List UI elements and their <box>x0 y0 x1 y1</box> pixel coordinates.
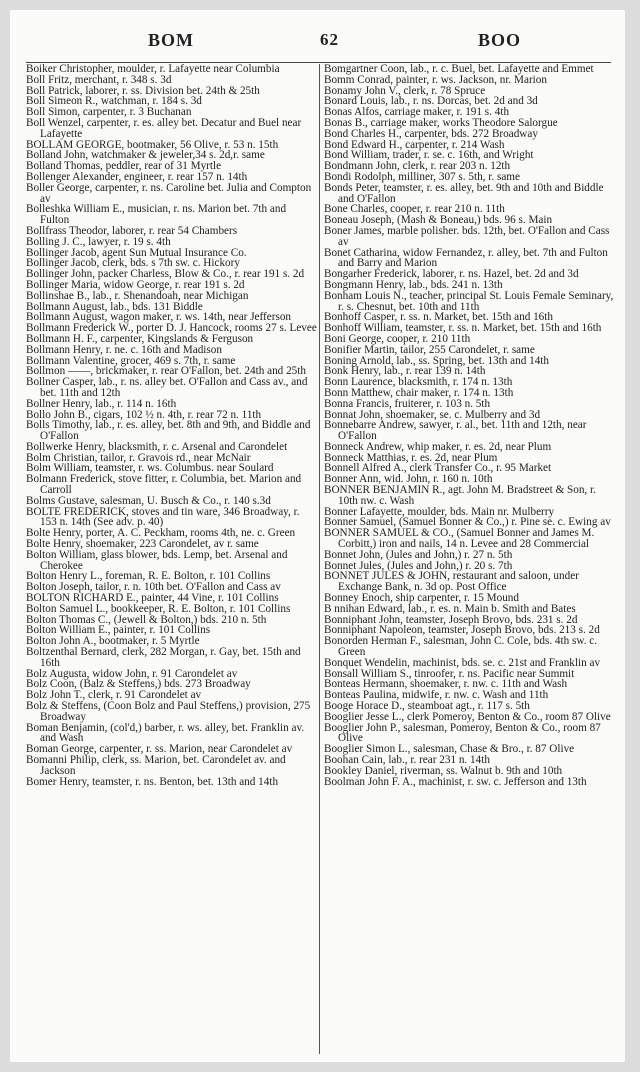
directory-entry: Boneau Joseph, (Mash & Boneau,) bds. 96 s. Main <box>324 214 553 227</box>
directory-entry: Bollenger Alexander, engineer, r. rear 157 n. 14th <box>26 170 248 183</box>
directory-entry: Bonhoff William, teamster, r. ss. n. Market, bet. 15th and 16th <box>324 322 602 335</box>
directory-entry: Bonniphant John, teamster, Joseph Brovo, bds. 231 s. 2d <box>324 613 578 626</box>
directory-entry: Boll Fritz, merchant, r. 348 s. 3d <box>26 73 172 86</box>
directory-entry: Bonhoff Casper, r. ss. n. Market, bet. 15th and 16th <box>324 311 553 324</box>
directory-entry: Bonas B., carriage maker, works Theodore Salorgue <box>324 116 558 129</box>
directory-entry: Bollinger Jacob, clerk, bds. s 7th sw. c. Hickory <box>26 257 240 270</box>
directory-entry: Bollner Casper, lab., r. ns. alley bet. O'Fallon and Cass av., and bet. 11th and 12th <box>26 376 308 399</box>
directory-entry: Bonner Lafayette, moulder, bds. Main nr. Mulberry <box>324 505 555 518</box>
directory-entry: Boni George, cooper, r. 210 11th <box>324 332 471 345</box>
directory-entry: Bomanni Philip, clerk, ss. Marion, bet. Carondelet av. and Jackson <box>26 754 286 777</box>
directory-entry: Boohan Cain, lab., r. rear 231 n. 14th <box>324 754 490 766</box>
directory-entry: BONNET JULES & JOHN, restaurant and saloon, under Exchange Bank, n. 3d op. Post Office <box>324 570 579 594</box>
directory-entry: Bonteas Paulina, midwife, r. nw. c. Wash and 11th <box>324 689 549 702</box>
directory-entry: Bolmann Frederick, stove fitter, r. Columbia, bet. Marion and Carroll <box>26 473 302 497</box>
directory-entry: Bond Charles H., carpenter, bds. 272 Broadway <box>324 127 538 140</box>
directory-entry: Boning Arnold, lab., ss. Spring, bet. 13th and 14th <box>324 354 549 367</box>
directory-entry: Bonnat John, shoemaker, se. c. Mulberry and 3d <box>324 408 541 421</box>
directory-entry: Bollinger Jacob, agent Sun Mutual Insurance Co. <box>26 246 247 259</box>
directory-entry: Boltzenthal Bernard, clerk, 282 Morgan, r. Gay, bet. 15th and 16th <box>26 646 301 669</box>
page-number: 62 <box>320 30 339 49</box>
directory-entry: Bonn Laurence, blacksmith, r. 174 n. 13th <box>324 376 513 389</box>
directory-entry: Bonnet John, (Jules and John,) r. 27 n. 5th <box>324 548 513 561</box>
directory-entry: Bollmann Henry, r. ne. c. 16th and Madison <box>26 343 222 356</box>
directory-entry: Bolz Coon, (Balz & Steffens,) bds. 273 Broadway <box>26 678 251 691</box>
directory-entry: BOLTON RICHARD E., painter, 44 Vine, r. 101 Collins <box>26 592 279 605</box>
directory-entry: Boll Wenzel, carpenter, r. es. alley bet. Decatur and Buel near Lafayette <box>26 116 302 140</box>
directory-entry: Booglier Jesse L., clerk Pomeroy, Benton & Co., room 87 Olive <box>324 710 611 723</box>
directory-entry: Bolling J. C., lawyer, r. 19 s. 4th <box>26 235 171 248</box>
directory-entry: Boner James, marble polisher. bds. 12th, bet. O'Fallon and Cass av <box>324 224 610 248</box>
directory-entry: Bollner Henry, lab., r. 114 n. 16th <box>26 397 177 410</box>
directory-entry: Bonorden Herman F., salesman, John C. Cole, bds. 4th sw. c. Green <box>324 635 598 659</box>
directory-entry: Bollmann August, wagon maker, r. ws. 14th, near Jefferson <box>26 311 292 324</box>
directory-entry: Bonteas Hermann, shoemaker, r. nw. c. 11th and Wash <box>324 678 568 691</box>
directory-entry: Bookley Daniel, riverman, ss. Walnut b. 9th and 10th <box>324 764 563 777</box>
directory-entry: Boolman John F. A., machinist, r. sw. c. Jefferson and 13th <box>324 775 587 788</box>
directory-entry: Bollwerke Henry, blacksmith, r. c. Arsenal and Carondelet <box>26 440 288 453</box>
directory-entry: Bonard Louis, lab., r. ns. Dorcas, bet. 2d and 3d <box>324 95 538 108</box>
directory-entry: Bolz & Steffens, (Coon Bolz and Paul Steffens,) provision, 275 Broadway <box>26 700 311 723</box>
columns <box>26 63 614 1072</box>
directory-entry: Bolte Henry, shoemaker, 223 Carondelet, av r. same <box>26 538 259 551</box>
directory-entry: Bolton Henry L., foreman, R. E. Bolton, r. 101 Collins <box>26 570 271 583</box>
directory-entry: Bonk Henry, lab., r. rear 139 n. 14th <box>324 365 486 378</box>
directory-entry: Bollmann Frederick W., porter D. J. Hancock, rooms 27 s. Levee <box>26 322 317 335</box>
right-column <box>324 64 615 787</box>
directory-entry: Boiker Christopher, moulder, r. Lafayette near Columbia <box>26 63 280 75</box>
directory-entry: Bollmon ——, brickmaker, r. rear O'Fallon, bet. 24th and 25th <box>26 365 306 378</box>
directory-entry: Bonn Matthew, chair maker, r. 174 n. 13th <box>324 386 514 399</box>
directory-entry: Bonquet Wendelin, machinist, bds. se. c. 21st and Franklin av <box>324 656 601 669</box>
directory-entry: Booglier Simon L., salesman, Chase & Bro., r. 87 Olive <box>324 743 575 756</box>
directory-entry: Bomgartner Coon, lab., r. c. Buel, bet. Lafayette and Emmet <box>324 63 594 75</box>
directory-entry: Bolton William, glass blower, bds. Lemp, bet. Arsenal and Cherokee <box>26 548 288 572</box>
directory-entry: Bonsall William S., tinroofer, r. ns. Pacific near Summit <box>324 667 575 680</box>
directory-entry: Bonnet Jules, (Jules and John,) r. 20 s. 7th <box>324 559 513 572</box>
header-right-guide-word: BOO <box>478 30 522 50</box>
directory-entry: Bolton Samuel L., bookkeeper, R. E. Bolton, r. 101 Collins <box>26 602 291 615</box>
directory-entry: Bolton John A., bootmaker, r. 5 Myrtle <box>26 635 200 648</box>
directory-entry: Bonds Peter, teamster, r. es. alley, bet. 9th and 10th and Biddle and O'Fallon <box>324 181 604 205</box>
directory-entry: Bonas Alfos, carriage maker, r. 191 s. 4th <box>324 106 510 119</box>
directory-entry: Bollmann Valentine, grocer, 469 s. 7th, r. same <box>26 354 236 367</box>
directory-entry: BONNER SAMUEL & CO., (Samuel Bonner and James M. Corbitt,) iron and nails, 14 n. Levee and 28 Commercial <box>324 527 595 551</box>
header-left-guide-word: BOM <box>148 30 194 50</box>
directory-entry: BOLTE FREDERICK, stoves and tin ware, 346 Broadway, r. 153 n. 14th (See adv. p. 40) <box>26 505 300 529</box>
directory-entry: Bolton Joseph, tailor, r. n. 10th bet. O'Fallon and Cass av <box>26 581 281 594</box>
directory-entry: Boller George, carpenter, r. ns. Caroline bet. Julia and Compton av <box>26 181 312 205</box>
directory-entry: Bonneck Andrew, whip maker, r. es. 2d, near Plum <box>324 440 552 453</box>
directory-entry: Bolland John, watchmaker & jeweler,34 s. 2d,r. same <box>26 149 265 162</box>
directory-entry: Bonner Ann, wid. John, r. 160 n. 10th <box>324 473 493 486</box>
directory-entry: Bonner Samuel, (Samuel Bonner & Co.,) r. Pine se. c. Ewing av <box>324 516 611 529</box>
directory-entry: Bollinshae B., lab., r. Shenandoah, near Michigan <box>26 289 249 302</box>
directory-entry: Bonamy John V., clerk, r. 78 Spruce <box>324 84 486 97</box>
directory-entry: Bondi Rodolph, milliner, 307 s. 5th, r. same <box>324 170 520 183</box>
directory-entry: Bond William, trader, r. se. c. 16th, and Wright <box>324 149 534 162</box>
directory-entry: Bonneck Matthias, r. es. 2d, near Plum <box>324 451 498 464</box>
directory-entry: Bolz John T., clerk, r. 91 Carondelet av <box>26 689 202 702</box>
directory-entry: Bolm Christian, tailor, r. Gravois rd., near McNair <box>26 451 251 464</box>
directory-entry: Boman Benjamin, (col'd,) barber, r. ws. alley, bet. Franklin av. and Wash <box>26 721 305 745</box>
directory-entry: Bolms Gustave, salesman, U. Busch & Co., r. 140 s.3d <box>26 494 271 507</box>
page-header <box>26 30 611 50</box>
directory-entry: Bond Edward H., carpenter, r. 214 Wash <box>324 138 505 151</box>
directory-entry: Bonney Enoch, ship carpenter, r. 15 Mound <box>324 592 519 605</box>
directory-entry: Bollinger John, packer Charless, Blow & Co., r. rear 191 s. 2d <box>26 268 305 281</box>
directory-entry: Bongmann Henry, lab., bds. 241 n. 13th <box>324 278 503 291</box>
directory-entry: Boll Patrick, laborer, r. ss. Division bet. 24th & 25th <box>26 84 260 97</box>
directory-entry: Bolz Augusta, widow John, r. 91 Carondelet av <box>26 667 238 680</box>
directory-entry: Bonna Francis, fruiterer, r. 103 n. 5th <box>324 397 491 410</box>
directory-entry: Bollmann August, lab., bds. 131 Biddle <box>26 300 203 313</box>
directory-entry: Bollinger Maria, widow George, r. rear 191 s. 2d <box>26 278 245 291</box>
directory-entry: Bolls Timothy, lab., r. es. alley, bet. 8th and 9th, and Biddle and O'Fallon <box>26 419 311 443</box>
directory-entry: Bonnebarre Andrew, sawyer, r. al., bet. 11th and 12th, near O'Fallon <box>324 419 587 443</box>
directory-entry: Bolton William E., painter, r. 101 Collins <box>26 624 211 637</box>
directory-entry: Bonham Louis N., teacher, principal St. Louis Female Seminary, r. s. Chesnut, bet. 10th and 11th <box>324 289 614 313</box>
directory-entry: Boll Simon, carpenter, r. 3 Buchanan <box>26 106 192 119</box>
directory-entry: Bone Charles, cooper, r. rear 210 n. 11th <box>324 203 505 216</box>
directory-entry: Bonet Catharina, widow Fernandez, r. alley, bet. 7th and Fulton and Barry and Marion <box>324 246 608 270</box>
directory-entry: Bonifier Martin, tailor, 255 Carondelet, r. same <box>324 343 535 356</box>
directory-entry: Bollo John B., cigars, 102 ½ n. 4th, r. rear 72 n. 11th <box>26 408 262 421</box>
directory-entry: Bolleshka William E., musician, r. ns. Marion bet. 7th and Fulton <box>26 203 287 227</box>
directory-entry: Bomm Conrad, painter, r. ws. Jackson, nr. Marion <box>324 73 547 86</box>
directory-entry: Bollmann H. F., carpenter, Kingslands & Ferguson <box>26 332 254 345</box>
directory-entry: Bollfrass Theodor, laborer, r. rear 54 Chambers <box>26 224 238 237</box>
directory-entry: Boman George, carpenter, r. ss. Marion, near Carondelet av <box>26 743 293 756</box>
directory-entry: Bongarher Frederick, laborer, r. ns. Hazel, bet. 2d and 3d <box>324 268 579 281</box>
directory-entry: Bondmann John, clerk, r. rear 203 n. 12th <box>324 160 511 173</box>
directory-entry: Bonnell Alfred A., clerk Transfer Co., r. 95 Market <box>324 462 552 475</box>
directory-entry: Bonniphant Napoleon, teamster, Joseph Brovo, bds. 213 s. 2d <box>324 624 600 637</box>
directory-entry: Bolton Thomas C., (Jewell & Bolton,) bds. 210 n. 5th <box>26 613 267 626</box>
column-divider <box>319 64 320 1054</box>
directory-entry: B nnihan Edward, lab., r. es. n. Main b. Smith and Bates <box>324 602 576 615</box>
directory-entry: Booglier John P., salesman, Pomeroy, Benton & Co., room 87 Olive <box>324 721 601 745</box>
directory-entry: Booge Horace D., steamboat agt., r. 117 s. 5th <box>324 700 530 713</box>
directory-entry: Bolm William, teamster, r. ws. Columbus. near Soulard <box>26 462 274 475</box>
left-column <box>26 64 317 787</box>
directory-entry: Boll Simeon R., watchman, r. 184 s. 3d <box>26 95 202 108</box>
directory-entry: Bomer Henry, teamster, r. ns. Benton, bet. 13th and 14th <box>26 775 279 788</box>
directory-entry: Bolland Thomas, peddler, rear of 31 Myrtle <box>26 160 222 173</box>
directory-entry: BOLLAM GEORGE, bootmaker, 56 Olive, r. 53 n. 15th <box>26 138 279 151</box>
directory-entry: Bolte Henry, porter, A. C. Peckham, rooms 4th, ne. c. Green <box>26 527 296 540</box>
directory-entry: BONNER BENJAMIN R., agt. John M. Bradstreet & Son, r. 10th nw. c. Wash <box>324 484 596 507</box>
